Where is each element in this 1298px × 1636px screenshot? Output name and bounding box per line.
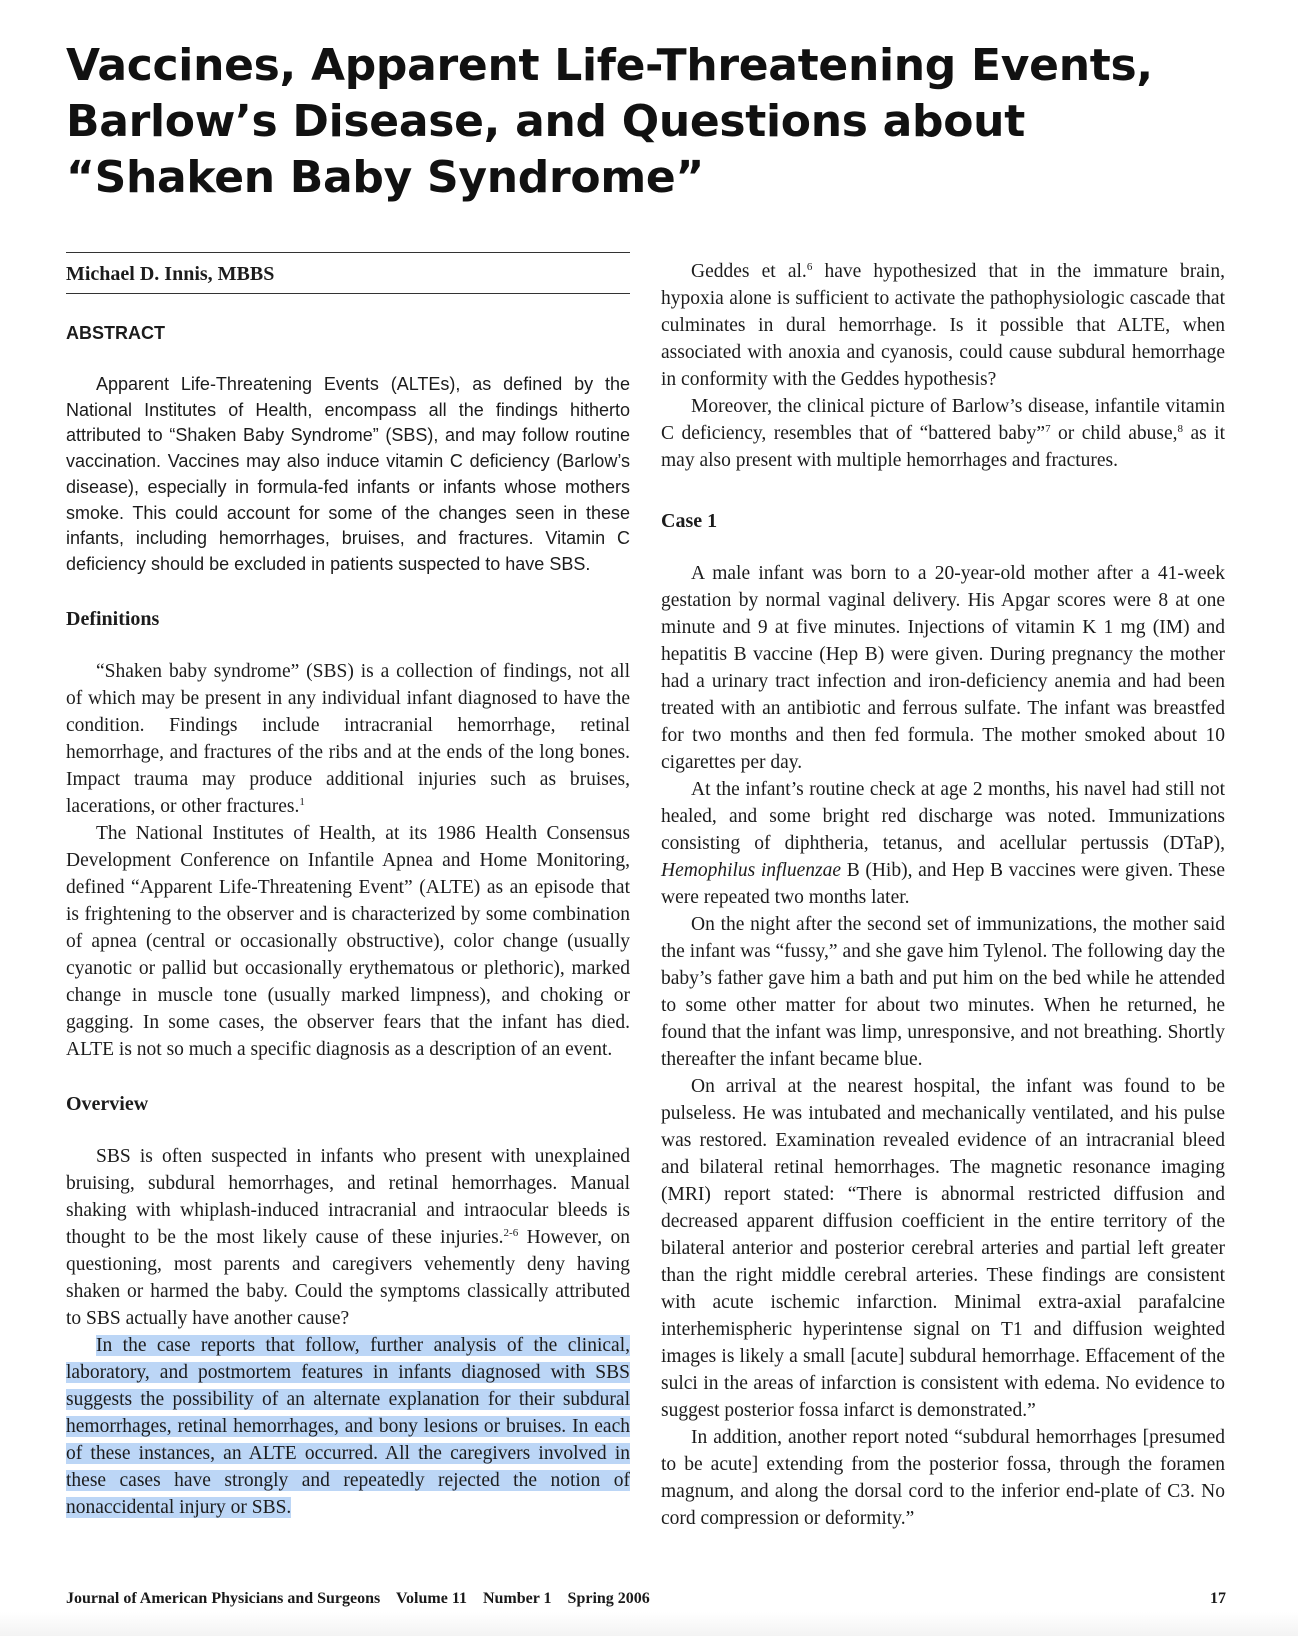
- intro-paragraph-1[interactable]: [661, 258, 1225, 393]
- case1-paragraph-5[interactable]: In addition, another report noted “subdural hemorrhages [presumed to be acute] extending from the posterior fossa, through the foramen magnum, and along the dorsal cord to the inferior end-plate of C3. No cord compression or deformity.”: [661, 1427, 1225, 1529]
- case1-paragraph-1[interactable]: A male infant was born to a 20-year-old mother after a 41-week gestation by normal vaginal delivery. His Apgar scores were 8 at one minute and 9 at five minutes. Injections of vitamin K 1 mg (IM) and hepatitis B vaccine (Hep B) were given. During pregnancy the mother had a urinary tract infection and iron-deficiency anemia and had been treated with an antibiotic and ferrous sulfate. The infant was breastfed for two months and then fed formula. The mother smoked about 10 cigarettes per day.: [661, 563, 1225, 773]
- definitions-heading: Definitions: [66, 607, 160, 630]
- reference-marker: 2-6: [503, 1226, 519, 1239]
- case1-paragraph-2[interactable]: [661, 776, 1225, 911]
- selected-text-highlight[interactable]: In the case reports that follow, further analysis of the clinical, laboratory, and postmortem features in infants diagnosed with SBS suggests the possibility of an alternate explanation for their subdural hemorrhages, retinal hemorrhages, and bony lesions or bruises. In each of these instances, an ALTE occurred. All the caregivers involved in these cases have strongly and repeatedly rejected the notion of nonaccidental injury or SBS.: [66, 1334, 630, 1518]
- page-footer: [66, 1589, 1226, 1609]
- left-column: [66, 252, 630, 1521]
- overview-paragraph-1[interactable]: [66, 1143, 630, 1332]
- title-line-1: Vaccines, Apparent Life-Threatening Events,: [66, 40, 1153, 91]
- case1-heading: Case 1: [661, 510, 718, 532]
- case1-paragraph-3[interactable]: On the night after the second set of immunizations, the mother said the infant was “fussy,” and she gave him Tylenol. The following day the baby’s father gave him a bath and put him on the bed while he attended to some other matter for about two minutes. When he returned, he found that the infant was limp, unresponsive, and not breathing. Shortly thereafter the infant became blue.: [661, 914, 1225, 1070]
- page-number: 17: [1210, 1590, 1226, 1607]
- overview-paragraph-2[interactable]: [66, 1332, 630, 1521]
- author-byline: Michael D. Innis, MBBS: [66, 252, 630, 294]
- intro-p2-text-a: Moreover, the clinical picture of Barlow’s disease, infantile vitamin C deficiency, resembles that of “battered baby”: [661, 396, 1225, 444]
- abstract-text[interactable]: Apparent Life-Threatening Events (ALTEs), as defined by the National Institutes of Health, encompass all the findings hitherto attributed to “Shaken Baby Syndrome” (SBS), and may follow routine vaccination. Vaccines may also induce vitamin C deficiency (Barlow’s disease), especially in formula-fed infants or infants whose mothers smoke. This could account for some of the changes seen in these infants, including hemorrhages, bruises, and fractures. Vitamin C deficiency should be excluded in patients suspected to have SBS.: [66, 374, 630, 574]
- case1-p2-text-a: At the infant’s routine check at age 2 months, his navel had still not healed, and some bright red discharge was noted. Immunizations consisting of diphtheria, tetanus, and acellular pertussis (DTaP),: [661, 779, 1225, 854]
- overview-heading: Overview: [66, 1092, 149, 1115]
- definitions-paragraph-2[interactable]: The National Institutes of Health, at its 1986 Health Consensus Development Conference on Infantile Apnea and Home Monitoring, defined “Apparent Life-Threatening Event” (ALTE) as an episode that is frightening to the observer and is characterized by some combination of apnea (central or occasionally obstructive), color change (usually cyanotic or pallid but occasionally erythematous or plethoric), marked change in muscle tone (usually marked limpness), and choking or gagging. In some cases, the observer fears that the infant has died. ALTE is not so much a specific diagnosis as a description of an event.: [66, 822, 630, 1060]
- reference-marker: 7: [1045, 423, 1051, 435]
- reference-marker: 1: [299, 795, 305, 808]
- intro-p1-text-b: have hypothesized that in the immature brain, hypoxia alone is sufficient to activate the pathophysiologic cascade that culminates in dural hemorrhage. Is it possible that ALTE, when associated with anoxia and cyanosis, could cause subdural hemorrhage in conformity with the Geddes hypothesis?: [661, 261, 1225, 390]
- intro-p2-text-b: or child abuse,: [1050, 423, 1178, 444]
- case1-paragraph-4[interactable]: On arrival at the nearest hospital, the infant was found to be pulseless. He was intubated and mechanically ventilated, and his pulse was restored. Examination revealed evidence of an intracranial bleed and bilateral retinal hemorrhages. The magnetic resonance imaging (MRI) report stated: “There is abnormal restricted diffusion and decreased apparent diffusion coefficient in the entire territory of the bilateral anterior and posterior cerebral arteries and partial left greater than the right middle cerebral arteries. These findings are consistent with acute ischemic infarction. Minimal extra-axial parafalcine interhemispheric hyperintense signal on T1 and diffusion weighted images is likely a small [acute] subdural hemorrhage. Effacement of the sulci in the areas of infarction is consistent with edema. No evidence to suggest posterior fossa infarct is demonstrated.”: [661, 1076, 1225, 1421]
- overview-p1-text-a: SBS is often suspected in infants who present with unexplained bruising, subdural hemorrhages, and retinal hemorrhages. Manual shaking with whiplash-induced intracranial and intraocular bleeds is thought to be the most likely cause of these injuries.: [66, 1145, 630, 1248]
- abstract-heading: ABSTRACT: [66, 323, 165, 343]
- reference-marker: 8: [1177, 423, 1183, 435]
- definitions-paragraph-1[interactable]: [66, 658, 630, 820]
- intro-paragraph-2[interactable]: [661, 393, 1225, 474]
- case1-p2-italic: Hemophilus influenzae: [661, 860, 842, 881]
- intro-p2-text-c: as it may also present with multiple hemorrhages and fractures.: [661, 423, 1225, 471]
- case1-p2-text-b: B (Hib), and Hep B vaccines were given. These were repeated two months later.: [661, 860, 1225, 908]
- right-column: [661, 258, 1225, 1532]
- viewer-bottom-edge: [0, 1612, 1298, 1636]
- overview-p1-text-b: However, on questioning, most parents and caregivers vehemently deny having shaken or harmed the baby. Could the symptoms classically attributed to SBS actually have another cause?: [66, 1226, 631, 1329]
- journal-citation: Journal of American Physicians and Surgeons Volume 11 Number 1 Spring 2006: [66, 1590, 650, 1607]
- intro-p1-text-a: Geddes et al.: [691, 261, 807, 282]
- definitions-p1-text: “Shaken baby syndrome” (SBS) is a collection of findings, not all of which may be present in any individual infant diagnosed to have the condition. Findings include intracranial hemorrhage, retinal hemorrhage, and fractures of the ribs and at the ends of the long bones. Impact trauma may produce additional injuries such as bruises, lacerations, or other fractures.: [66, 660, 630, 817]
- title-line-3: “Shaken Baby Syndrome”: [66, 152, 705, 203]
- reference-marker: 6: [806, 261, 813, 273]
- title-line-2: Barlow’s Disease, and Questions about: [66, 96, 1025, 147]
- article-title: [66, 38, 1186, 206]
